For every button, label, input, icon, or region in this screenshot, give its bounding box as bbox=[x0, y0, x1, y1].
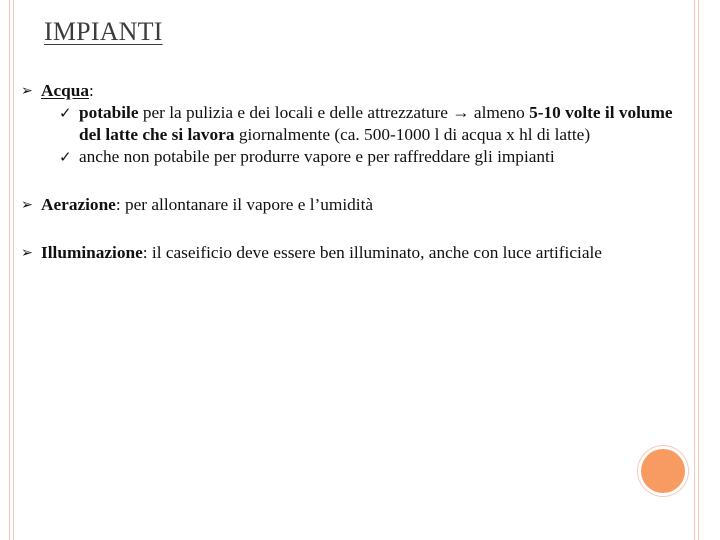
check-item-non-potabile bbox=[21, 146, 693, 168]
non-potabile-text: anche non potabile per produrre vapore e per raffreddare gli impianti bbox=[79, 147, 555, 166]
acqua-label: Acqua bbox=[41, 81, 90, 100]
right-border-line bbox=[694, 0, 695, 540]
left-border-line bbox=[9, 0, 10, 540]
arrow-bullet-icon: ➢ bbox=[21, 197, 33, 213]
slide-title: IMPIANTI bbox=[44, 17, 163, 46]
aerazione-label: Aerazione bbox=[41, 195, 116, 214]
slide-content bbox=[21, 80, 693, 264]
acqua-colon: : bbox=[89, 81, 94, 100]
bullet-illuminazione bbox=[21, 242, 693, 264]
decorative-orange-circle bbox=[641, 449, 685, 493]
checkmark-icon: ✓ bbox=[59, 104, 72, 122]
check-item-text bbox=[79, 102, 693, 146]
arrow-bullet-icon: ➢ bbox=[21, 83, 33, 99]
right-border-line-inner bbox=[698, 0, 699, 540]
checkmark-icon: ✓ bbox=[59, 148, 72, 166]
bullet-aerazione bbox=[21, 194, 693, 216]
volume-bold: 5-10 volte il volume del latte che si lavora bbox=[79, 103, 673, 144]
potabile-text-2: giornalmente (ca. 500-1000 l di acqua x hl di latte) bbox=[234, 125, 591, 144]
potabile-text-1: per la pulizia e dei locali e delle attrezzature → almeno bbox=[138, 103, 530, 122]
check-item-potabile bbox=[21, 102, 693, 146]
bullet-acqua bbox=[21, 80, 693, 102]
left-border-line-inner bbox=[13, 0, 14, 540]
arrow-bullet-icon: ➢ bbox=[21, 245, 33, 261]
illuminazione-text: : il caseificio deve essere ben illuminato, anche con luce artificiale bbox=[142, 243, 602, 262]
illuminazione-label: Illuminazione bbox=[41, 243, 143, 262]
aerazione-text: : per allontanare il vapore e l’umidità bbox=[115, 195, 374, 214]
potabile-bold: potabile bbox=[79, 103, 139, 122]
